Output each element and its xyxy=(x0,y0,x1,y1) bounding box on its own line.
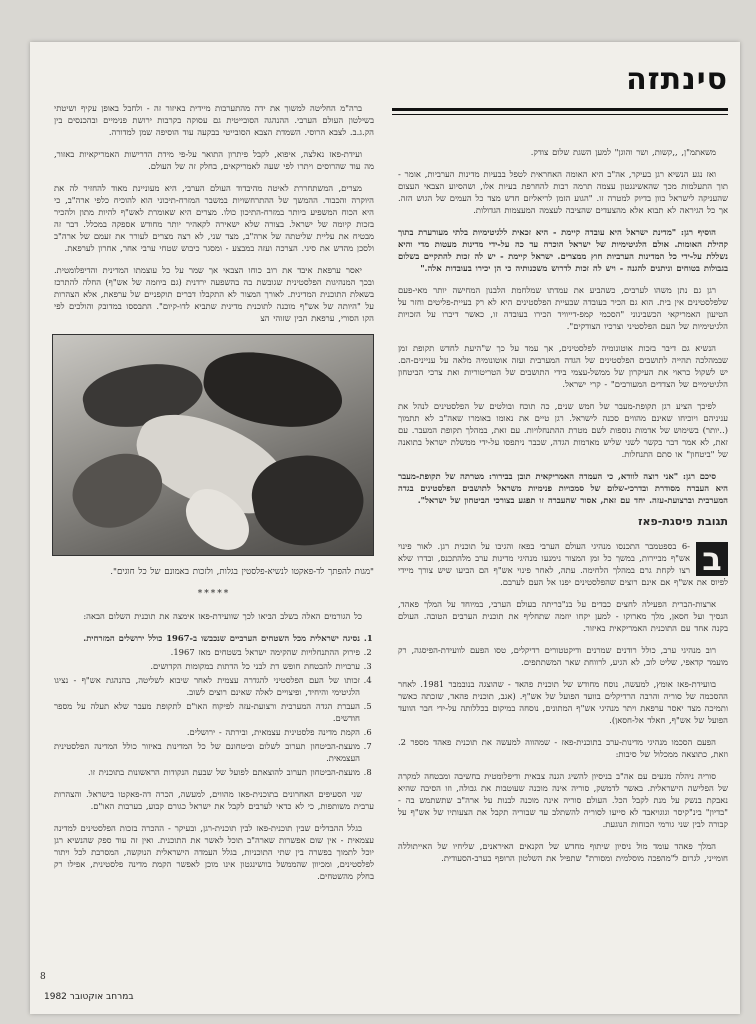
left-column xyxy=(54,102,374,892)
dropcap-paragraph xyxy=(398,540,728,588)
section-title: סינתזה xyxy=(626,62,728,97)
paragraph: לפיכך הציע רגן תקופת-מעבר של חמש שנים, כה תוכח ובולטים של הפלסטינים לנהל את עניניהם ויוכיחו שאינם מהווים סכנה לישראל. רגן טיים את נאומו באומרו שאה"ב לא תתמוך (..יותר) בשימוש של אדמות נוספות לשם מטרת ההתנחלויות. עם זאת, במהלך תקופת המעבר. עם זאת, לא אמר דבר בקשר לשני שליש מאדמות הגדה, שכבר ניתפסו על-ידי ממשלת ישראל בתואנה של "ביטחון" או סתם התנחלות. xyxy=(398,401,728,459)
paragraph: הפעם הסכמו מנהיגי מדינות-ערב בתוכנית-פאז - שמהווה למעשה את תוכנית פאהד מספר 2. וזאת, כתוצאה ממכלול של סיבות: xyxy=(398,737,728,759)
paragraph: -6 בספטמבר התכנסו מנהיגי העולם הערבי בפאז והגיבו על תוכנית רגן. לאור פינוי אש"ף מביירות, במשך כל זמן המצור נימנעו מנהיגי מדינות ערב מלהתכנס, ובדרו שלא רצו לקחת גרם במהלך הלחימה. עתה, לאחר פינוי אש"ף הם הביעו שיש צורך מיידי לפיוס את אש"ף אם אינם רוצים שהפלסטינים יפנו אל העם לערבם. xyxy=(398,541,728,587)
paragraph: בוועידת-פאז אומץ, למעשה, נוסח מחודש של תוכנית פהאד - שהוצגה בנובמבר 1981. לאחר ההסכמה של סוריה והרבה הרדיקלים בוועד הפועל של אש"ף. (אגב, תוכנית פהאד, שזכתה כאשר ותמיכה מצד יאסר ערפאת ויתר מנהיגי אש"ף המתונים, נוסחה במיקום בכללותה על-ידי חבר הוועד הפועל של אש"ף, חאלד אל-חסאן). xyxy=(398,679,728,725)
peace-plan-list xyxy=(54,632,374,778)
paragraph: הנשיא גם דיבר בזכות אוטונומיה לפלסטינים, אך עמד על כך ש"היעת לחדש תקופת זמן שבמהלכה תהייה לתושבים הפלסטינים של הגדה המערבית ועזה אוטונומיה מלאה על עניינים-הם. יש לשקול כראוי את העיקרון של ממשל-עצמי בידי התושבים של הטריטוריות ואת צרכי הביטחון הלגיטימיים של הצדדים המעורבים" - קרי ישראל. xyxy=(398,343,728,389)
paragraph: המלך פאהד עומד מול ניסיון שיתוף מחדש של הקנאים האיראנים, שליחיו של האייתוללה חומייני, לגרום ל"מהפכה מוסלמית ומסורת" שתפיל את השלטון הרופף בערב-הסעודית. xyxy=(398,841,728,863)
header-rule-thick xyxy=(392,108,728,111)
list-item: 3. ערבויות להבטחת חופש דת לבני כל הדתות במקומות הקדושים. xyxy=(54,660,360,672)
magazine-page xyxy=(30,42,740,1014)
paragraph: כל הגורמים האלה בשלב הביאו לכך שוועידת-פאז אימצה את תוכנית השלום הבאה: xyxy=(83,611,362,621)
list-item: 5. העברת הגדה המערבית ורצועת-עזה לפיקוח האו"ם לתקופת מעבר שלא תעלה על מספר חודשים. xyxy=(54,700,360,724)
section-header xyxy=(392,62,728,122)
list-item: 4. זכותו של העם הפלסטיני להגדרה עצמית לאחר שיבוא לשליטה, בהנהגת אש"ף - נציגו הלגיטימי והיחיד, ופיצויים לאלה שאינם רוצים לשוב. xyxy=(54,674,360,698)
list-item: 2. פירוק ההתנחלויות שהקימה ישראל בשטחים מאז 1967. xyxy=(54,646,360,658)
list-item: 6. הקמת מדינה פלסטינית עצמאית, ובירתה - ירושלים. xyxy=(54,726,360,738)
paragraph: יאסר ערפאת איבד את רוב כוחו הצבאי אך שמר על כל עוצמתו המדינית והדיפלומטית. ובכך המנהיגות הפלסטינית שגובשת בה בהשפעה ירדנית (גם ביוזמה של אש"ף) החלה להתרכז בשאלת התוכנית המדינית. לאורך המצור לא התקבלו דברים תוקפניים של ערפאת, אלא הצהרות על "היותה של אש"ף מוכנה לתוכנית מדינית שתביא לדו-קיום". התבססו במדובק והולכים לפי הקו הסורי, ערפאת הבין שזוהי הצ xyxy=(54,265,374,323)
separator-stars: ***** xyxy=(197,589,231,599)
list-item: 7. מועצת-הביטחון תערוב לשלום וביטחונם של כל המדינות באיזור כולל המדינה הפלסטינית העצמאית. xyxy=(54,740,360,764)
right-column xyxy=(398,146,728,874)
dropcap-letter: ב xyxy=(696,542,728,576)
paragraph: מצרים, המשתחררת לאיטה מהיבדוד העולם הערבי, היא מעוניינת מאוד להחזיר לה את היוקרה והכבוד. ההמשך של ההתרחשויות במשבר המזרח-תיכוני הוא להוכיח כלפי ארה"ב, כי היא הכוח המשפיע ביותר במזרח-התיכון כולו. מצרים היא שאומרת לאש"ף להיות מתון ולהכיר בזכות קיומה של ישראל. בצורה שלא ישאירה לקאהיר יותר מחודש אספקה במכלל. דבר זה מבטיח את עליית שליטתה של ארה"ב, מצד שני, לא רצה מצרים לעורר את זעמם של ארה"ב ולסכן מהדש את סיני. הצרכה ועזה במבצע - ומסגר כיבוש שטחי ערבי אחר, אחרון לערפאת. xyxy=(54,183,374,253)
paragraph-quote: הוסיף רגן: "מדינת ישראל היא עובדה קיימת - היא זכאית ללגיטימיות בלתי מעורערת בתוך קהילת האומות. אולם הלגיטימיות של ישראל הוכרה עד כה על-ידי מדינות מעטות מדי והיא נשללת על-ידי כל המדינות הערביות חוץ ממצרים. ישראל קיימת - יש לה זכות להתקיים בשלום בגבולות בטוחים וניתנים להגנה - ויש לה זכות לדרוש משכנותיה כי הן יכירו בעובדות אלה." xyxy=(398,227,728,273)
header-rule-thin xyxy=(392,114,728,115)
paragraph: סוריה ניהלה מגעים עם אה"ב בניסיון להשיג הגנה צבאית ודיפלומטית בחשיבה ומבטחה למקרה של הפלישה הישראלית. באשר לדמשק, סוריה אינה מוכנה שעוטבות את גבולה, וזו הסיבה שהיא נאבקת בנשק על מנת לקבל הכל. העולם סוריה אינה מוכנה לבנות על ארה"ב שתשתמש בה - "בדיון" בינ"קיסר וגוגויאבד לא סייעו לסוריה להשתלב עד שבוריה תקבל את הצעותיו של אש"ף על קבורה לבין שני גורמי הכוחות הנוגעת. xyxy=(398,771,728,829)
news-photo xyxy=(52,334,374,556)
paragraph-quote: סיכם רגן: "אני רוצה לוודא, כי העמדה האמריקאית תובן בבירור: מטרתה של תקופת-מעבר היא העברה מסודרת ובדרכי-שלום של סמכויות פנימיות משראל לתושבים הפלסטינים בגדה המערבית וברצועת-עזה. יחד עם זאת, אסור שהעברה זו תפגע בצורכי הביטחון של ישראל". xyxy=(398,471,728,505)
paragraph: ועידת-פאז נאלצה, איפוא, לקבל פיתרון התואר על-פי מידת הדרישות האמריקאיות באזור, מה עוד שהרוסים ויתרו לפי שעה לאמריקאים, בחלק זה של העולם. xyxy=(54,149,374,171)
page-number: 8 xyxy=(40,972,46,982)
paragraph: ואז נגע הנשיא רגן בעיקר, אה"ב היא האומה האחראית לטפל בבעיות מדינות הערביות, אומר - תוך התעלמות מכך שהאשינגטון עצמה תרמה רבות להחרפת בעיות אלו, ושהסיוע הצבאי העצום שהעניקה לישראל כוון בדיוק למטרה זו. "הגוע הזמן לריאליזם חדש מצד כל העמים של הגוש הזה. אך כל הגיראה לא תבוא אלא מהצעדים שהציבה לעצמה המעצמות הגדולות. xyxy=(398,169,728,215)
paragraph: בגלל ההבדלים שבין תוכנית-פאז לבין תוכנית-רגן, ובעיקר - ההכרה בזכות הפלסטינים למדינה עצמאית - אין שום אפשרות שארה"ב תוכל לאשר את התוכנית. ואין זה עוד ספק שהנשיא רגן יוכל לתמוך בפשרה בין שתי התוכניות, בגלל העמדה הישראלית הנוקשה, המסרבת לכל ויתור לפלסטינים, ומכיוון שהממשל בוושינגטון אינו מוכן לאפשר הקמת מדינה פלסטינית, אפילו רק בחלק מהשטחים. xyxy=(54,823,374,881)
footer-magazine: במרחב אוקטובר 1982 xyxy=(44,992,134,1002)
paragraph: שני הסעיפים האחרונים בתוכנית-פאז מהווים, למעשה, הכרה דה-פאקטו בישראל. והצהרות ערבית משותפות, כי לא כדאי לערבים לקבל את ישראל כגורם קבוע, בערבות האו"ם. xyxy=(54,789,374,811)
paragraph: משאתמ"ן, ,,קשות, ושר והוגן" למען השגת שלום צודק. xyxy=(530,147,716,157)
list-item: 8. מועצת-הביטחון תערוב להוצאתם לפועל של שבעת הנקודות הראשונות בתוכנית זו. xyxy=(54,766,360,778)
paragraph: ארצות-הברית הפעילה לחצים כבדים על בנ"בריתה בעולם הערבי, במיוחד על המלך פאהד, הנסיך ועל חסאן, מלך מארוקו - למען יקחו יוזמה שתחליף את תוכנית הערבים הטובה. העולם בקנה אחד עם התוכנית האמריקאית באיזור. xyxy=(398,599,728,633)
photo-caption: "מגות להפתך לד-פאקטו לנשיא-פלסטין בגלות, ולזכות באמונם של כל חוגים". xyxy=(110,567,374,577)
paragraph: רגן גם נתן משהו לערבים, כשהביע את עמדתו שמלחמת הלבנון המחישה יותר מאי-פעם שלפלסטינים אין בית. הוא גם הכיר בעובדה שבעיית הפלסטינים היא לא רק בעיית-פליטים וחזר על הטיעון האמריקאי הכשבינוני "הסכמי קמפ-דייוויד הכירו בעובדה זו, כאשר דיברו על הזכויות הלגיטימיות של העם הפלסטיני וצרכיו הצודקים". xyxy=(398,285,728,331)
paragraph: רוב מנהיגי ערב, כולל רודנים שמרנים ודיקטטורים רדיקלים, טסו הפעם לוועידת-הפיסגה, רק מועמר קדאפי, שליט לוב, לא הגיע, לרווחת שאר המשתתפים. xyxy=(398,645,728,667)
list-item: 1. נסיגה ישראלית מכל השטחים הערביים שנכבשו ב-1967 כולל ירושלים המזרחית. xyxy=(54,632,360,644)
subsection-heading: תגובת פיסגת-פאז xyxy=(638,515,728,528)
paragraph: ברה"מ החליטה למשוך את ידה מהתערבות מיידית באיזור זה - ולחבל באופן עקיף ושיטתי בשילטון העולם הערבי. ההנהגה הסובייטית גם עסוקה בקרבות ירושת פנימיים ובהכנסים בין הק.ג.ב. לצבא הרוסי. השמדת הצבא הסובייטי בבקעה עוד הוסיפה שמן למדורה. xyxy=(54,103,374,137)
